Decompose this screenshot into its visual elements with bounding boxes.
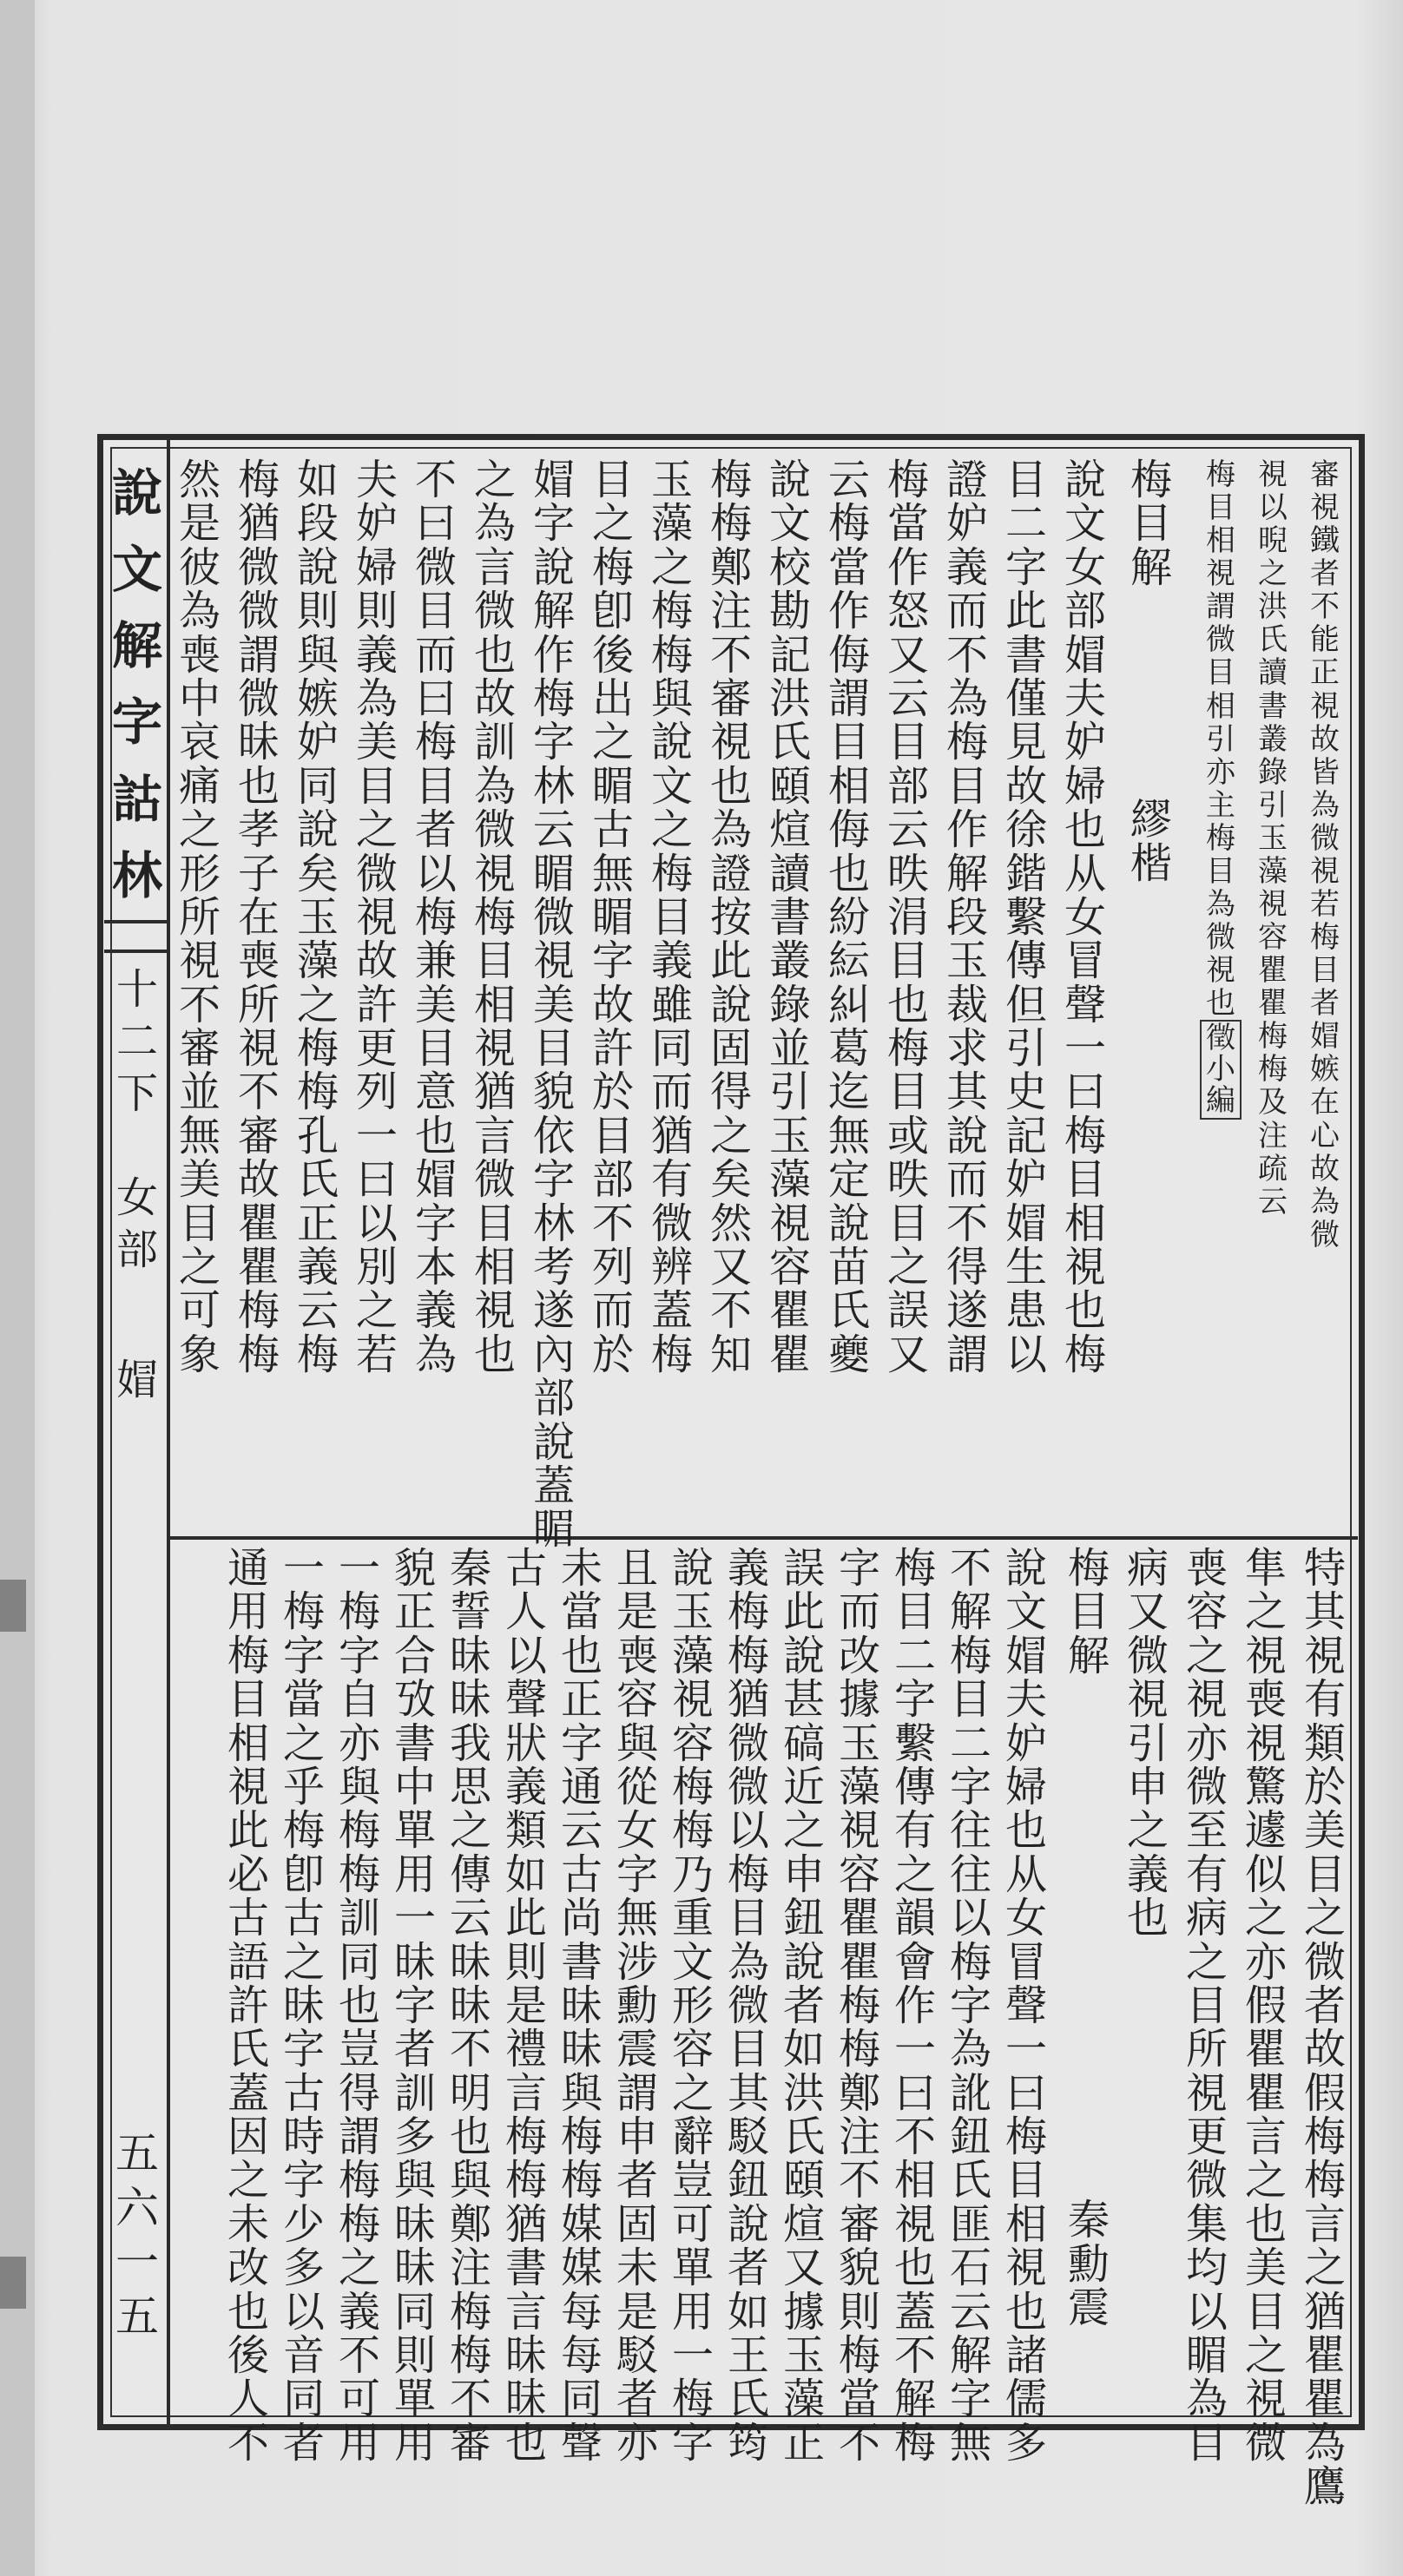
text-column: 之為言微也故訓為微視梅目相視猶言微目相視也	[473, 456, 516, 1379]
text-column: 誤此說甚碻近之申鈕說者如洪氏頤煊又據玉藻正	[782, 1544, 825, 2468]
section-title: 梅目解	[1067, 1544, 1110, 1680]
text-column: 一梅字當之乎梅卽古之昧字古時字少多以音同者	[282, 1544, 325, 2468]
text-column: 不解梅目二字往往以梅字為訛鈕氏匪石云解字無	[949, 1544, 991, 2468]
text-column: 梅當作怒又云目部云昳涓目也梅目或昳目之誤又	[886, 456, 929, 1379]
section-title: 梅目解	[1130, 456, 1172, 592]
text-column: 如段說則與嫉妒同說矣玉藻之梅梅孔氏正義云梅	[296, 456, 339, 1379]
author-name: 繆 楷	[1130, 795, 1172, 888]
text-column: 說文校勘記洪氏頤煊讀書叢錄並引玉藻視容瞿瞿	[768, 456, 811, 1379]
section-title-column	[1125, 458, 1177, 1533]
note-text: 梅目相視謂微目相引亦主梅目為微視也	[1206, 457, 1235, 1022]
text-column: 玉藻之梅梅與說文之梅目義雖同而猶有微辨蓋梅	[650, 456, 693, 1379]
bottom-panel	[174, 1544, 1354, 2512]
text-column: 貌正合攷書中單用一昧字者訓多與昧昧同則單用	[393, 1544, 436, 2468]
text-column: 病又微視引申之義也	[1126, 1544, 1169, 1943]
book-title: 說文解字詁林	[111, 463, 162, 905]
text-column: 未當也正字通云古尚書昧昧與梅梅媒媒每每同聲	[560, 1544, 603, 2468]
text-column: 然是彼為喪中哀痛之形所視不審並無美目之可象	[178, 456, 221, 1379]
note-column: 審視鐵者不能正視故皆為微視若梅目者媢嫉在心故為微	[1310, 457, 1340, 1252]
text-column: 義梅梅猶微微以梅目為微目其駁鈕說者如王氏筠	[727, 1544, 769, 2468]
text-column: 且是喪容與從女字無涉勳震謂申者固未是駁者亦	[616, 1544, 658, 2468]
text-column: 秦誓昧昧我思之傳云昧昧不明也與鄭注梅梅不審	[449, 1544, 491, 2468]
text-column: 說玉藻視容梅梅乃重文形容之辭豈可單用一梅字	[671, 1544, 714, 2468]
text-column: 特其視有類於美目之微者故假梅梅言之猶瞿瞿為鷹	[1303, 1544, 1346, 2512]
page-number: 五六一五	[115, 2128, 159, 2342]
binding-edge	[0, 0, 35, 2576]
text-column: 證妒義而不為梅目作解段玉裁求其說而不得遂謂	[945, 456, 988, 1379]
text-column: 字而改據玉藻視容瞿瞿梅梅鄭注不審貌則梅當不	[838, 1544, 880, 2468]
note-column	[1195, 458, 1247, 1533]
panel-divider	[170, 1536, 1358, 1540]
text-column: 目之梅卽後出之睸古無睸字故許於目部不列而於	[591, 456, 634, 1379]
author-name: 秦勳震	[1067, 2196, 1110, 2332]
note-column: 視以晲之洪氏讀書叢錄引玉藻視容瞿瞿梅梅及注疏云	[1258, 457, 1288, 1219]
entry-character: 媢	[115, 1356, 158, 1404]
text-column: 通用梅目相視此必古語許氏蓋因之未改也後人不	[227, 1544, 269, 2468]
text-column: 喪容之視亦微至有病之目所視更微集均以睸為目	[1185, 1544, 1228, 2468]
source-tag: 徵小編	[1200, 1020, 1242, 1120]
text-column: 夫妒婦則義為美目之微視故許更列一曰以別之若	[355, 456, 398, 1379]
text-column: 隼之視喪視驚遽似之亦假瞿瞿言之也美目之視微	[1244, 1544, 1287, 2468]
text-column: 云梅當作侮謂目相侮也紛紜糾葛迄無定說苗氏夔	[827, 456, 870, 1379]
top-panel	[174, 456, 1354, 1554]
text-column: 說文女部媢夫妒婦也从女冒聲一曰梅目相視也梅	[1064, 456, 1106, 1379]
text-column: 古人以聲狀義類如此則是禮言梅梅猶書言昧昧也	[504, 1544, 547, 2468]
text-column: 梅猶微微謂微昧也孝子在喪所視不審故瞿瞿梅梅	[237, 456, 280, 1379]
juan-label: 十二下	[115, 965, 158, 1118]
text-column: 媢字說解作梅字林云睸微視美目貌依字林考遂內部說蓋睸	[532, 456, 575, 1554]
book-margin-column	[104, 434, 170, 2430]
text-column: 目二字此書僅見故徐鍇繫傳但引史記妒媢生患以	[1004, 456, 1047, 1379]
text-column: 梅梅鄭注不審視也為證按此說固得之矣然又不知	[709, 456, 752, 1379]
fish-tail-mark	[104, 920, 167, 953]
section-title-column	[1063, 1544, 1115, 2415]
text-column: 說文媢夫妒婦也从女冒聲一曰梅目相視也諸儒多	[1004, 1544, 1047, 2468]
text-column: 不曰微目而曰梅目者以梅兼美目意也媢字本義為	[414, 456, 457, 1379]
binding-mark	[0, 2257, 26, 2309]
text-column: 梅目二字繫傳有之韻會作一曰不相視也蓋不解梅	[893, 1544, 936, 2468]
binding-mark	[0, 1580, 26, 1632]
text-column: 一梅字自亦與梅梅訓同也豈得謂梅梅之義不可用	[338, 1544, 380, 2468]
section-label: 女部	[115, 1173, 158, 1274]
